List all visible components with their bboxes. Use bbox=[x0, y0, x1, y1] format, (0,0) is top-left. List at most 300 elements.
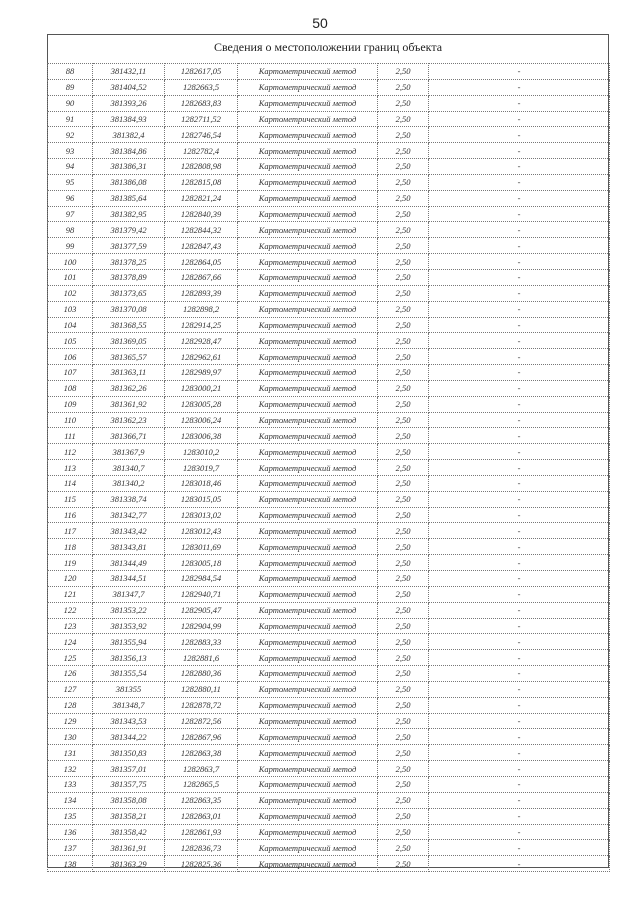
method-cell: Картометрический метод bbox=[238, 745, 378, 761]
y-coordinate-cell: 1283005,18 bbox=[165, 555, 238, 571]
point-number-cell: 118 bbox=[48, 539, 93, 555]
y-coordinate-cell: 1282863,38 bbox=[165, 745, 238, 761]
x-coordinate-cell: 381378,89 bbox=[93, 269, 165, 285]
point-number-cell: 138 bbox=[48, 856, 93, 872]
y-coordinate-cell: 1282880,11 bbox=[165, 681, 238, 697]
table-row bbox=[48, 681, 610, 697]
table-row bbox=[48, 761, 610, 777]
table-row bbox=[48, 79, 610, 95]
y-coordinate-cell: 1282883,33 bbox=[165, 634, 238, 650]
accuracy-cell: 2,50 bbox=[378, 428, 429, 444]
accuracy-cell: 2,50 bbox=[378, 634, 429, 650]
description-cell: - bbox=[429, 127, 610, 143]
x-coordinate-cell: 381382,95 bbox=[93, 206, 165, 222]
table-row bbox=[48, 222, 610, 238]
accuracy-cell: 2,50 bbox=[378, 444, 429, 460]
x-coordinate-cell: 381358,42 bbox=[93, 824, 165, 840]
table-row bbox=[48, 586, 610, 602]
y-coordinate-cell: 1283018,46 bbox=[165, 475, 238, 491]
table-row bbox=[48, 333, 610, 349]
description-cell: - bbox=[429, 428, 610, 444]
point-number-cell: 111 bbox=[48, 428, 93, 444]
description-cell: - bbox=[429, 285, 610, 301]
description-cell: - bbox=[429, 475, 610, 491]
point-number-cell: 120 bbox=[48, 571, 93, 587]
method-cell: Картометрический метод bbox=[238, 539, 378, 555]
point-number-cell: 117 bbox=[48, 523, 93, 539]
accuracy-cell: 2,50 bbox=[378, 365, 429, 381]
x-coordinate-cell: 381343,53 bbox=[93, 713, 165, 729]
point-number-cell: 95 bbox=[48, 174, 93, 190]
method-cell: Картометрический метод bbox=[238, 238, 378, 254]
x-coordinate-cell: 381358,21 bbox=[93, 808, 165, 824]
method-cell: Картометрический метод bbox=[238, 555, 378, 571]
x-coordinate-cell: 381344,49 bbox=[93, 555, 165, 571]
x-coordinate-cell: 381355,94 bbox=[93, 634, 165, 650]
point-number-cell: 102 bbox=[48, 285, 93, 301]
table-row bbox=[48, 507, 610, 523]
method-cell: Картометрический метод bbox=[238, 254, 378, 270]
x-coordinate-cell: 381379,42 bbox=[93, 222, 165, 238]
table-row bbox=[48, 317, 610, 333]
page-number: 50 bbox=[312, 15, 328, 31]
y-coordinate-cell: 1282663,5 bbox=[165, 79, 238, 95]
method-cell: Картометрический метод bbox=[238, 475, 378, 491]
method-cell: Картометрический метод bbox=[238, 333, 378, 349]
x-coordinate-cell: 381368,55 bbox=[93, 317, 165, 333]
x-coordinate-cell: 381353,92 bbox=[93, 618, 165, 634]
description-cell: - bbox=[429, 412, 610, 428]
table-row bbox=[48, 127, 610, 143]
y-coordinate-cell: 1283006,24 bbox=[165, 412, 238, 428]
accuracy-cell: 2,50 bbox=[378, 285, 429, 301]
point-number-cell: 109 bbox=[48, 396, 93, 412]
point-number-cell: 92 bbox=[48, 127, 93, 143]
x-coordinate-cell: 381342,77 bbox=[93, 507, 165, 523]
table-row bbox=[48, 634, 610, 650]
method-cell: Картометрический метод bbox=[238, 776, 378, 792]
method-cell: Картометрический метод bbox=[238, 79, 378, 95]
y-coordinate-cell: 1282898,2 bbox=[165, 301, 238, 317]
y-coordinate-cell: 1283019,7 bbox=[165, 460, 238, 476]
description-cell: - bbox=[429, 174, 610, 190]
accuracy-cell: 2,50 bbox=[378, 238, 429, 254]
x-coordinate-cell: 381350,83 bbox=[93, 745, 165, 761]
description-cell: - bbox=[429, 745, 610, 761]
y-coordinate-cell: 1282940,71 bbox=[165, 586, 238, 602]
accuracy-cell: 2,50 bbox=[378, 745, 429, 761]
x-coordinate-cell: 381386,31 bbox=[93, 159, 165, 175]
x-coordinate-cell: 381378,25 bbox=[93, 254, 165, 270]
y-coordinate-cell: 1282867,96 bbox=[165, 729, 238, 745]
method-cell: Картометрический метод bbox=[238, 159, 378, 175]
description-cell: - bbox=[429, 681, 610, 697]
x-coordinate-cell: 381366,71 bbox=[93, 428, 165, 444]
y-coordinate-cell: 1282863,35 bbox=[165, 792, 238, 808]
x-coordinate-cell: 381355,54 bbox=[93, 666, 165, 682]
accuracy-cell: 2,50 bbox=[378, 159, 429, 175]
table-row bbox=[48, 475, 610, 491]
y-coordinate-cell: 1283011,69 bbox=[165, 539, 238, 555]
y-coordinate-cell: 1282683,83 bbox=[165, 95, 238, 111]
x-coordinate-cell: 381340,7 bbox=[93, 460, 165, 476]
accuracy-cell: 2,50 bbox=[378, 697, 429, 713]
y-coordinate-cell: 1282746,54 bbox=[165, 127, 238, 143]
description-cell: - bbox=[429, 317, 610, 333]
table-row bbox=[48, 713, 610, 729]
method-cell: Картометрический метод bbox=[238, 396, 378, 412]
y-coordinate-cell: 1282864,05 bbox=[165, 254, 238, 270]
y-coordinate-cell: 1282914,25 bbox=[165, 317, 238, 333]
method-cell: Картометрический метод bbox=[238, 460, 378, 476]
method-cell: Картометрический метод bbox=[238, 349, 378, 365]
description-cell: - bbox=[429, 729, 610, 745]
y-coordinate-cell: 1283010,2 bbox=[165, 444, 238, 460]
y-coordinate-cell: 1282893,39 bbox=[165, 285, 238, 301]
accuracy-cell: 2,50 bbox=[378, 64, 429, 80]
method-cell: Картометрический метод bbox=[238, 697, 378, 713]
table-row bbox=[48, 190, 610, 206]
description-cell: - bbox=[429, 349, 610, 365]
x-coordinate-cell: 381363,11 bbox=[93, 365, 165, 381]
table-row bbox=[48, 523, 610, 539]
description-cell: - bbox=[429, 571, 610, 587]
x-coordinate-cell: 381356,13 bbox=[93, 650, 165, 666]
point-number-cell: 135 bbox=[48, 808, 93, 824]
y-coordinate-cell: 1282825,36 bbox=[165, 856, 238, 872]
table-row bbox=[48, 206, 610, 222]
table-row bbox=[48, 238, 610, 254]
point-number-cell: 108 bbox=[48, 380, 93, 396]
table-row bbox=[48, 666, 610, 682]
method-cell: Картометрический метод bbox=[238, 285, 378, 301]
table-row bbox=[48, 555, 610, 571]
y-coordinate-cell: 1282878,72 bbox=[165, 697, 238, 713]
accuracy-cell: 2,50 bbox=[378, 602, 429, 618]
method-cell: Картометрический метод bbox=[238, 143, 378, 159]
description-cell: - bbox=[429, 776, 610, 792]
x-coordinate-cell: 381361,91 bbox=[93, 840, 165, 856]
point-number-cell: 119 bbox=[48, 555, 93, 571]
point-number-cell: 129 bbox=[48, 713, 93, 729]
accuracy-cell: 2,50 bbox=[378, 824, 429, 840]
table-row bbox=[48, 380, 610, 396]
y-coordinate-cell: 1282847,43 bbox=[165, 238, 238, 254]
y-coordinate-cell: 1282840,39 bbox=[165, 206, 238, 222]
method-cell: Картометрический метод bbox=[238, 571, 378, 587]
x-coordinate-cell: 381344,51 bbox=[93, 571, 165, 587]
table-row bbox=[48, 571, 610, 587]
description-cell: - bbox=[429, 824, 610, 840]
method-cell: Картометрический метод bbox=[238, 174, 378, 190]
point-number-cell: 137 bbox=[48, 840, 93, 856]
table-row bbox=[48, 428, 610, 444]
description-cell: - bbox=[429, 761, 610, 777]
method-cell: Картометрический метод bbox=[238, 127, 378, 143]
method-cell: Картометрический метод bbox=[238, 507, 378, 523]
y-coordinate-cell: 1282880,36 bbox=[165, 666, 238, 682]
x-coordinate-cell: 381338,74 bbox=[93, 491, 165, 507]
description-cell: - bbox=[429, 634, 610, 650]
point-number-cell: 123 bbox=[48, 618, 93, 634]
table-row bbox=[48, 792, 610, 808]
accuracy-cell: 2,50 bbox=[378, 555, 429, 571]
point-number-cell: 132 bbox=[48, 761, 93, 777]
accuracy-cell: 2,50 bbox=[378, 460, 429, 476]
point-number-cell: 91 bbox=[48, 111, 93, 127]
accuracy-cell: 2,50 bbox=[378, 396, 429, 412]
point-number-cell: 107 bbox=[48, 365, 93, 381]
y-coordinate-cell: 1282617,05 bbox=[165, 64, 238, 80]
table-row bbox=[48, 143, 610, 159]
description-cell: - bbox=[429, 365, 610, 381]
description-cell: - bbox=[429, 713, 610, 729]
table-row bbox=[48, 111, 610, 127]
table-row bbox=[48, 539, 610, 555]
description-cell: - bbox=[429, 380, 610, 396]
table-row bbox=[48, 64, 610, 80]
y-coordinate-cell: 1282962,61 bbox=[165, 349, 238, 365]
method-cell: Картометрический метод bbox=[238, 412, 378, 428]
table-row bbox=[48, 460, 610, 476]
description-cell: - bbox=[429, 222, 610, 238]
table-row bbox=[48, 365, 610, 381]
y-coordinate-cell: 1282808,98 bbox=[165, 159, 238, 175]
accuracy-cell: 2,50 bbox=[378, 776, 429, 792]
y-coordinate-cell: 1283006,38 bbox=[165, 428, 238, 444]
point-number-cell: 124 bbox=[48, 634, 93, 650]
description-cell: - bbox=[429, 507, 610, 523]
x-coordinate-cell: 381363,29 bbox=[93, 856, 165, 872]
method-cell: Картометрический метод bbox=[238, 681, 378, 697]
method-cell: Картометрический метод bbox=[238, 301, 378, 317]
accuracy-cell: 2,50 bbox=[378, 729, 429, 745]
x-coordinate-cell: 381343,42 bbox=[93, 523, 165, 539]
description-cell: - bbox=[429, 555, 610, 571]
description-cell: - bbox=[429, 95, 610, 111]
x-coordinate-cell: 381361,92 bbox=[93, 396, 165, 412]
method-cell: Картометрический метод bbox=[238, 365, 378, 381]
description-cell: - bbox=[429, 491, 610, 507]
table-row bbox=[48, 285, 610, 301]
y-coordinate-cell: 1282872,56 bbox=[165, 713, 238, 729]
accuracy-cell: 2,50 bbox=[378, 713, 429, 729]
description-cell: - bbox=[429, 190, 610, 206]
method-cell: Картометрический метод bbox=[238, 602, 378, 618]
x-coordinate-cell: 381353,22 bbox=[93, 602, 165, 618]
method-cell: Картометрический метод bbox=[238, 444, 378, 460]
y-coordinate-cell: 1282815,08 bbox=[165, 174, 238, 190]
x-coordinate-cell: 381386,08 bbox=[93, 174, 165, 190]
table-row bbox=[48, 491, 610, 507]
accuracy-cell: 2,50 bbox=[378, 111, 429, 127]
point-number-cell: 125 bbox=[48, 650, 93, 666]
point-number-cell: 88 bbox=[48, 64, 93, 80]
x-coordinate-cell: 381393,26 bbox=[93, 95, 165, 111]
point-number-cell: 104 bbox=[48, 317, 93, 333]
table-title: Сведения о местоположении границ объекта bbox=[213, 40, 443, 54]
point-number-cell: 131 bbox=[48, 745, 93, 761]
y-coordinate-cell: 1282928,47 bbox=[165, 333, 238, 349]
x-coordinate-cell: 381373,65 bbox=[93, 285, 165, 301]
x-coordinate-cell: 381367,9 bbox=[93, 444, 165, 460]
method-cell: Картометрический метод bbox=[238, 523, 378, 539]
table-row bbox=[48, 824, 610, 840]
coordinates-table-body bbox=[48, 64, 610, 872]
method-cell: Картометрический метод bbox=[238, 856, 378, 872]
method-cell: Картометрический метод bbox=[238, 792, 378, 808]
accuracy-cell: 2,50 bbox=[378, 174, 429, 190]
description-cell: - bbox=[429, 697, 610, 713]
method-cell: Картометрический метод bbox=[238, 317, 378, 333]
method-cell: Картометрический метод bbox=[238, 634, 378, 650]
method-cell: Картометрический метод bbox=[238, 64, 378, 80]
method-cell: Картометрический метод bbox=[238, 840, 378, 856]
method-cell: Картометрический метод bbox=[238, 190, 378, 206]
accuracy-cell: 2,50 bbox=[378, 349, 429, 365]
description-cell: - bbox=[429, 238, 610, 254]
table-row bbox=[48, 444, 610, 460]
y-coordinate-cell: 1283013,02 bbox=[165, 507, 238, 523]
x-coordinate-cell: 381384,93 bbox=[93, 111, 165, 127]
point-number-cell: 128 bbox=[48, 697, 93, 713]
accuracy-cell: 2,50 bbox=[378, 79, 429, 95]
x-coordinate-cell: 381362,23 bbox=[93, 412, 165, 428]
point-number-cell: 96 bbox=[48, 190, 93, 206]
table-row bbox=[48, 618, 610, 634]
y-coordinate-cell: 1282881,6 bbox=[165, 650, 238, 666]
method-cell: Картометрический метод bbox=[238, 666, 378, 682]
table-row bbox=[48, 650, 610, 666]
point-number-cell: 112 bbox=[48, 444, 93, 460]
point-number-cell: 121 bbox=[48, 586, 93, 602]
accuracy-cell: 2,50 bbox=[378, 856, 429, 872]
description-cell: - bbox=[429, 143, 610, 159]
accuracy-cell: 2,50 bbox=[378, 666, 429, 682]
method-cell: Картометрический метод bbox=[238, 222, 378, 238]
method-cell: Картометрический метод bbox=[238, 428, 378, 444]
description-cell: - bbox=[429, 206, 610, 222]
x-coordinate-cell: 381384,86 bbox=[93, 143, 165, 159]
description-cell: - bbox=[429, 618, 610, 634]
x-coordinate-cell: 381377,59 bbox=[93, 238, 165, 254]
method-cell: Картометрический метод bbox=[238, 380, 378, 396]
y-coordinate-cell: 1282861,93 bbox=[165, 824, 238, 840]
y-coordinate-cell: 1282905,47 bbox=[165, 602, 238, 618]
description-cell: - bbox=[429, 396, 610, 412]
accuracy-cell: 2,50 bbox=[378, 269, 429, 285]
x-coordinate-cell: 381385,64 bbox=[93, 190, 165, 206]
accuracy-cell: 2,50 bbox=[378, 523, 429, 539]
accuracy-cell: 2,50 bbox=[378, 681, 429, 697]
method-cell: Картометрический метод bbox=[238, 269, 378, 285]
point-number-cell: 113 bbox=[48, 460, 93, 476]
x-coordinate-cell: 381432,11 bbox=[93, 64, 165, 80]
table-row bbox=[48, 412, 610, 428]
x-coordinate-cell: 381404,52 bbox=[93, 79, 165, 95]
y-coordinate-cell: 1282865,5 bbox=[165, 776, 238, 792]
description-cell: - bbox=[429, 460, 610, 476]
description-cell: - bbox=[429, 79, 610, 95]
x-coordinate-cell: 381348,7 bbox=[93, 697, 165, 713]
point-number-cell: 130 bbox=[48, 729, 93, 745]
y-coordinate-cell: 1283015,05 bbox=[165, 491, 238, 507]
table-row bbox=[48, 174, 610, 190]
accuracy-cell: 2,50 bbox=[378, 190, 429, 206]
y-coordinate-cell: 1283000,21 bbox=[165, 380, 238, 396]
accuracy-cell: 2,50 bbox=[378, 761, 429, 777]
table-row bbox=[48, 95, 610, 111]
x-coordinate-cell: 381369,05 bbox=[93, 333, 165, 349]
x-coordinate-cell: 381340,2 bbox=[93, 475, 165, 491]
y-coordinate-cell: 1282821,24 bbox=[165, 190, 238, 206]
x-coordinate-cell: 381343,81 bbox=[93, 539, 165, 555]
y-coordinate-cell: 1282867,66 bbox=[165, 269, 238, 285]
point-number-cell: 89 bbox=[48, 79, 93, 95]
y-coordinate-cell: 1282863,01 bbox=[165, 808, 238, 824]
point-number-cell: 116 bbox=[48, 507, 93, 523]
accuracy-cell: 2,50 bbox=[378, 792, 429, 808]
accuracy-cell: 2,50 bbox=[378, 808, 429, 824]
method-cell: Картометрический метод bbox=[238, 206, 378, 222]
accuracy-cell: 2,50 bbox=[378, 127, 429, 143]
accuracy-cell: 2,50 bbox=[378, 491, 429, 507]
description-cell: - bbox=[429, 602, 610, 618]
accuracy-cell: 2,50 bbox=[378, 618, 429, 634]
description-cell: - bbox=[429, 111, 610, 127]
point-number-cell: 110 bbox=[48, 412, 93, 428]
table-row bbox=[48, 745, 610, 761]
table-row bbox=[48, 776, 610, 792]
accuracy-cell: 2,50 bbox=[378, 539, 429, 555]
x-coordinate-cell: 381357,75 bbox=[93, 776, 165, 792]
description-cell: - bbox=[429, 586, 610, 602]
table-row bbox=[48, 254, 610, 270]
method-cell: Картометрический метод bbox=[238, 808, 378, 824]
table-row bbox=[48, 697, 610, 713]
method-cell: Картометрический метод bbox=[238, 761, 378, 777]
point-number-cell: 94 bbox=[48, 159, 93, 175]
method-cell: Картометрический метод bbox=[238, 650, 378, 666]
accuracy-cell: 2,50 bbox=[378, 412, 429, 428]
method-cell: Картометрический метод bbox=[238, 491, 378, 507]
table-row bbox=[48, 840, 610, 856]
method-cell: Картометрический метод bbox=[238, 824, 378, 840]
x-coordinate-cell: 381362,26 bbox=[93, 380, 165, 396]
description-cell: - bbox=[429, 792, 610, 808]
point-number-cell: 136 bbox=[48, 824, 93, 840]
description-cell: - bbox=[429, 523, 610, 539]
method-cell: Картометрический метод bbox=[238, 618, 378, 634]
point-number-cell: 134 bbox=[48, 792, 93, 808]
table-row bbox=[48, 729, 610, 745]
y-coordinate-cell: 1282711,52 bbox=[165, 111, 238, 127]
accuracy-cell: 2,50 bbox=[378, 254, 429, 270]
description-cell: - bbox=[429, 269, 610, 285]
accuracy-cell: 2,50 bbox=[378, 206, 429, 222]
x-coordinate-cell: 381344,22 bbox=[93, 729, 165, 745]
description-cell: - bbox=[429, 159, 610, 175]
table-row bbox=[48, 349, 610, 365]
point-number-cell: 105 bbox=[48, 333, 93, 349]
point-number-cell: 90 bbox=[48, 95, 93, 111]
point-number-cell: 103 bbox=[48, 301, 93, 317]
method-cell: Картометрический метод bbox=[238, 586, 378, 602]
accuracy-cell: 2,50 bbox=[378, 317, 429, 333]
accuracy-cell: 2,50 bbox=[378, 571, 429, 587]
accuracy-cell: 2,50 bbox=[378, 586, 429, 602]
x-coordinate-cell: 381370,08 bbox=[93, 301, 165, 317]
